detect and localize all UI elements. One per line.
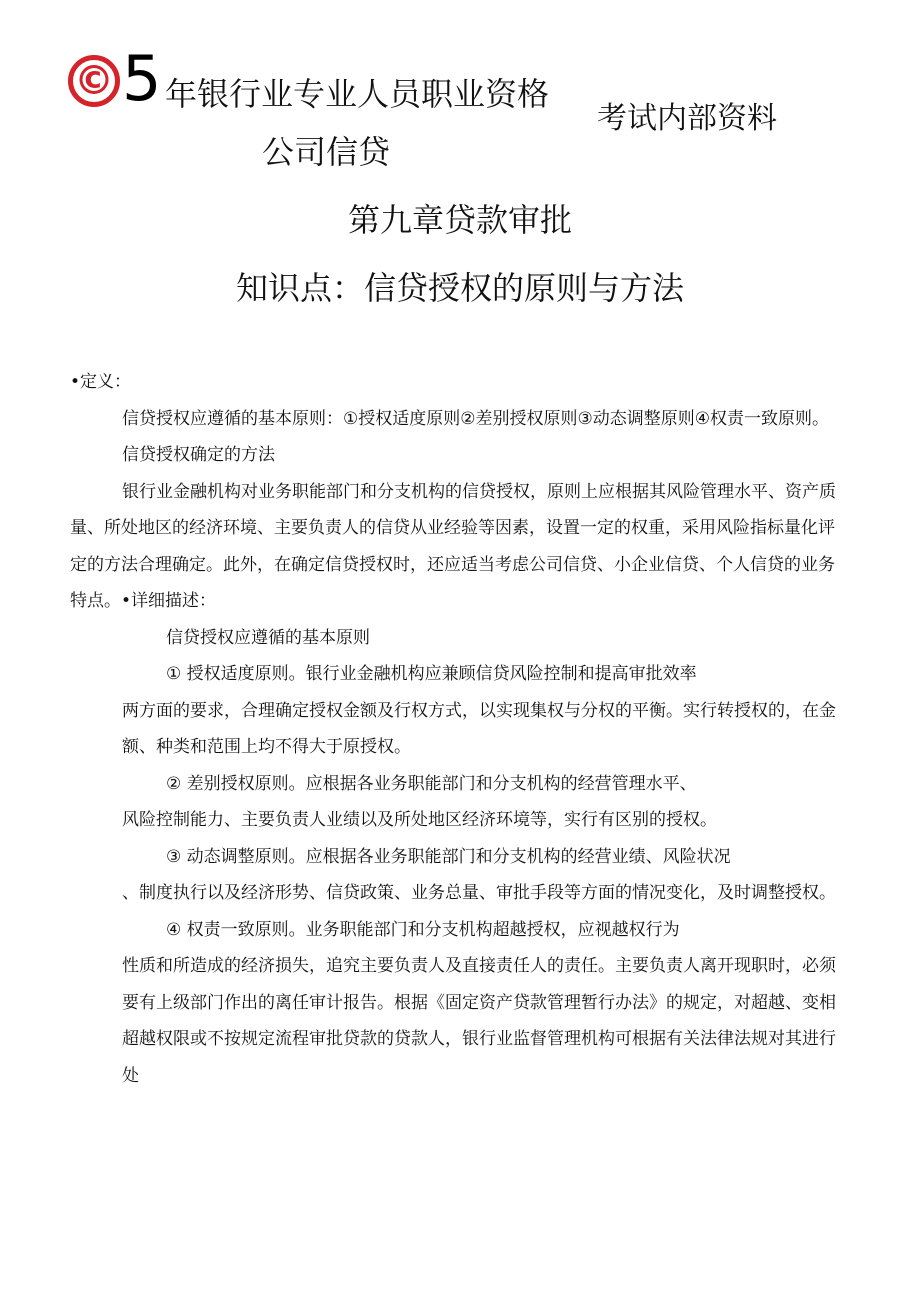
body-text <box>70 364 840 1094</box>
principle-2-first-line: ② 差别授权原则。应根据各业务职能部门和分支机构的经营管理水平、 <box>166 773 697 794</box>
detailed-section <box>70 620 840 1095</box>
principle-4-body: 性质和所造成的经济损失，追究主要负责人及直接责任人的责任。主要负责人离开现职时，必须要有上级部门作出的离任审计报告。根据《固定资产贷款管理暂行办法》的规定，对超越、变相超越权限或不按规定流程审批贷款的贷款人，银行业监督管理机构可根据有关法律法规对其进行处 <box>122 956 836 1086</box>
method-body: 银行业金融机构对业务职能部门和分支机构的信贷授权，原则上应根据其风险管理水平、资产质量、所处地区的经济环境、主要负责人的信贷从业经验等因素，设置一定的权重，采用风险指标量化评定的方法合理确定。此外，在确定信贷授权时，还应适当考虑公司信贷、小企业信贷、个人信贷的业务特点。•详细描述： <box>70 481 836 611</box>
basic-principles-title: 信贷授权应遵循的基本原则 <box>166 627 370 648</box>
principle-1-first-line: ① 授权适度原则。银行业金融机构应兼顾信贷风险控制和提高审批效率 <box>166 664 697 684</box>
definition-label: •定义： <box>70 372 132 392</box>
chapter-heading: 第九章贷款审批 <box>347 201 572 239</box>
title-line-1: 年银行业专业人员职业资格 <box>165 75 550 113</box>
method-title: 信贷授权确定的方法 <box>122 445 275 465</box>
copyright-logo-icon: © <box>68 55 120 107</box>
knowledge-point-heading: 知识点：信贷授权的原则与方法 <box>235 269 684 307</box>
principle-3-first-line: ③ 动态调整原则。应根据各业务职能部门和分支机构的经营业绩、风险状况 <box>166 846 731 867</box>
principles-intro: 信贷授权应遵循的基本原则：①授权适度原则②差别授权原则③动态调整原则④权责一致原则。 <box>122 408 829 429</box>
principle-2-body: 风险控制能力、主要负责人业绩以及所处地区经济环境等，实行有区别的授权。 <box>122 810 717 830</box>
principle-1-body: 两方面的要求，合理确定授权金额及行权方式，以实现集权与分权的平衡。实行转授权的，在金额、种类和范围上均不得大于原授权。 <box>122 700 836 757</box>
principle-4-first-line: ④ 权责一致原则。业务职能部门和分支机构超越授权，应视越权行为 <box>166 919 680 940</box>
title-number: 5 <box>122 42 162 115</box>
title-line-2: 公司信贷 <box>262 133 391 171</box>
title-internal-material: 考试内部资料 <box>597 101 777 136</box>
principle-3-body: 、制度执行以及经济形势、信贷政策、业务总量、审批手段等方面的情况变化，及时调整授权。 <box>122 883 836 903</box>
